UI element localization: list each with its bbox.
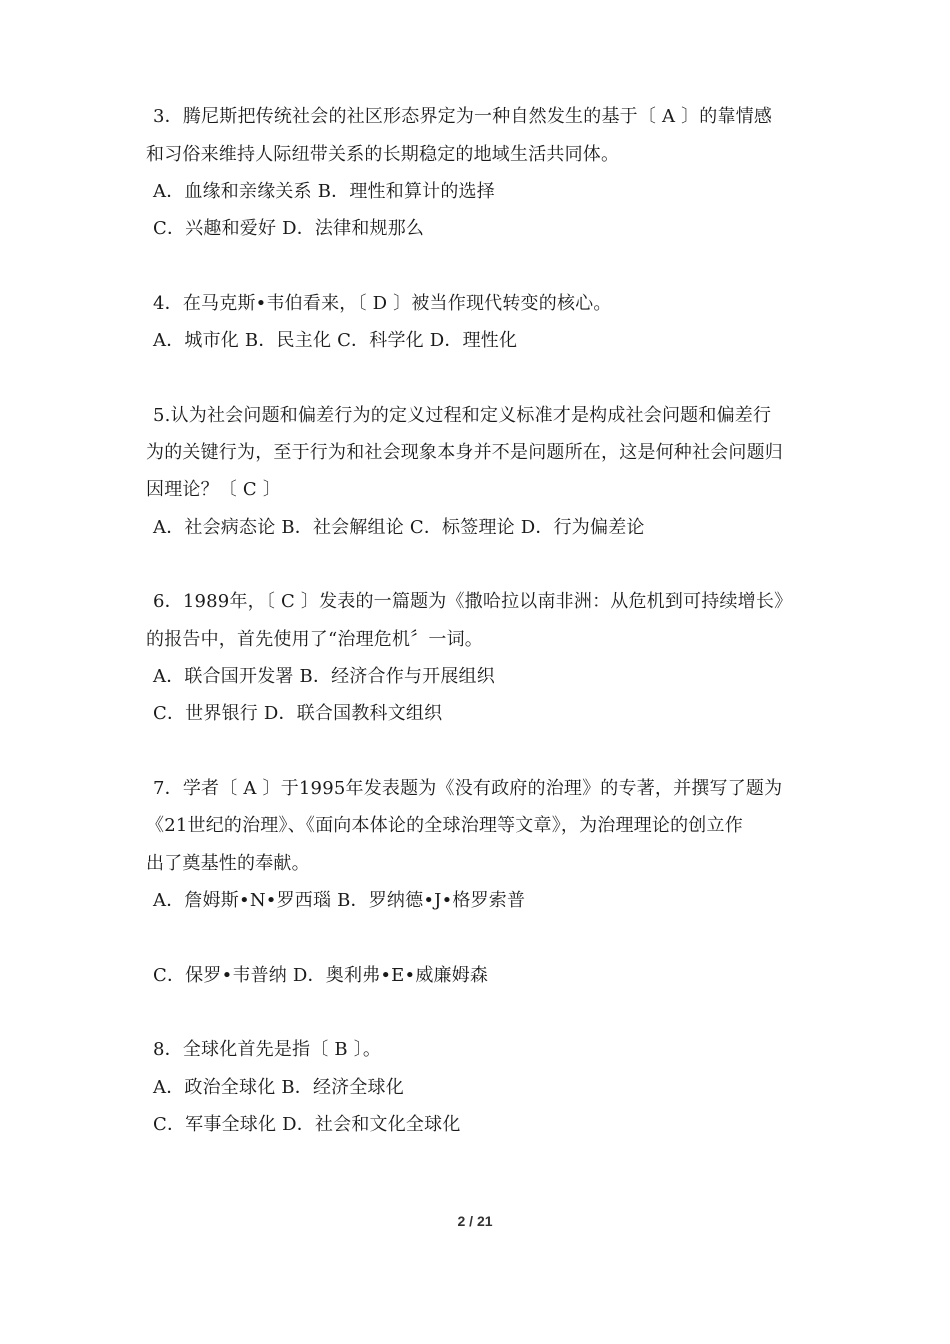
question-text-line: 6．1989年，〔 C 〕发表的一篇题为《撒哈拉以南非洲：从危机到可持续增长》 — [153, 591, 793, 612]
option-line: C．世界银行 D．联合国教科文组织 — [153, 703, 443, 724]
question-text-line: 和习俗来维持人际纽带关系的长期稳定的地域生活共同体。 — [146, 144, 620, 165]
question-text-line: 为的关键行为，至于行为和社会现象本身并不是问题所在，这是何种社会问题归 — [146, 442, 783, 463]
option-line: C．兴趣和爱好 D．法律和规那么 — [153, 218, 425, 239]
option-line: C．保罗•韦普纳 D．奥利弗•E•威廉姆森 — [153, 965, 489, 986]
option-line: A．政治全球化 B．经济全球化 — [153, 1077, 404, 1098]
question-text-line: 因理论？〔 C 〕 — [146, 479, 282, 500]
question-text-line: 的报告中，首先使用了“治理危机〞一词。 — [146, 629, 484, 650]
option-line: A．联合国开发署 B．经济合作与开展组织 — [153, 666, 495, 687]
question-text-line: 《21世纪的治理》、《面向本体论的全球治理等文章》，为治理理论的创立作 — [146, 815, 743, 836]
question-text-line: 5.认为社会问题和偏差行为的定义过程和定义标准才是构成社会问题和偏差行 — [153, 405, 772, 426]
option-line: C．军事全球化 D．社会和文化全球化 — [153, 1114, 461, 1135]
option-line: A．城市化 B．民主化 C．科学化 D．理性化 — [153, 330, 518, 351]
question-text-line: 出了奠基性的奉献。 — [146, 853, 310, 874]
question-text-line: 8．全球化首先是指〔 B 〕。 — [153, 1039, 382, 1060]
option-line: A．詹姆斯•N•罗西瑙 B．罗纳德•J•格罗索普 — [153, 890, 526, 911]
option-line: A．社会病态论 B．社会解组论 C．标签理论 D．行为偏差论 — [153, 517, 645, 538]
question-text-line: 4．在马克斯•韦伯看来，〔 D 〕被当作现代转变的核心。 — [153, 293, 612, 314]
option-line: A．血缘和亲缘关系 B．理性和算计的选择 — [153, 181, 495, 202]
page-number: 2 / 21 — [457, 1213, 493, 1229]
question-text-line: 3．腾尼斯把传统社会的社区形态界定为一种自然发生的基于〔 A 〕的靠情感 — [153, 106, 773, 127]
question-text-line: 7．学者〔 A 〕于1995年发表题为《没有政府的治理》的专著，并撰写了题为 — [153, 778, 783, 799]
